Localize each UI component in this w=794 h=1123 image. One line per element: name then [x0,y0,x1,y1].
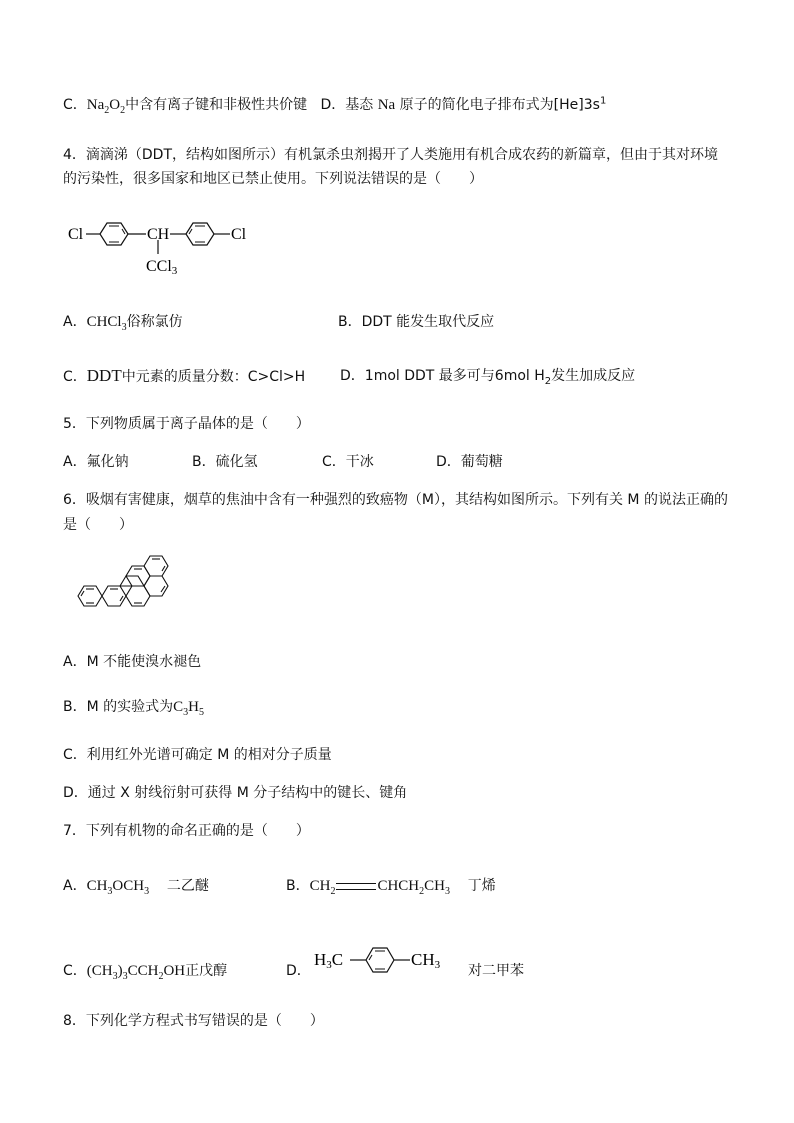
q7-stem: 7．下列有机物的命名正确的是（ ） [63,823,310,839]
ddt-ccl3: CCl3 [146,258,178,277]
svg-text:H3C: H3C [314,950,344,971]
q6-option-a: A．M 不能使溴水褪色 [63,654,202,670]
q3-options-cd: C．$Na_2O_2$中含有离子键和非极性共价键 D．基态 Na 原子的简化电子排布式为$[He]3s^1$ [63,95,607,116]
q5-option-b: B．硫化氢 [192,454,258,470]
q7-option-d-prefix: D． [286,963,311,979]
q4-option-d: D．1mol DDT 最多可与6mol $H_2$发生加成反应 [340,368,636,387]
q4-stem-line1: 4．滴滴涕（DDT，结构如图所示）有机氯杀虫剂揭开了人类施用有机合成农药的新篇章，但由于其对环境 [63,147,719,163]
q4-option-c: C．DDT中元素的质量分数：C>Cl>H [63,366,306,385]
q5-option-c: C．干冰 [322,454,374,470]
q7-option-a: A．$CH_3OCH_3$ 二乙醚 [63,878,209,897]
q6-option-d: D．通过 X 射线衍射可获得 M 分子结构中的键长、键角 [63,785,408,801]
q6-stem-line1: 6．吸烟有害健康，烟草的焦油中含有一种强烈的致癌物（M），其结构如图所示。下列有关 M 的说法正确的 [63,492,728,508]
svg-text:CH3: CH3 [411,950,441,971]
p-xylene-structure [314,940,464,980]
benzopyrene-structure [72,552,176,618]
ddt-ch: CH [147,226,170,243]
q7-option-c: C．$(CH_3)_3CCH_2OH$正戊醇 [63,963,228,982]
ddt-structure [66,212,266,278]
q4-option-b: B．DDT 能发生取代反应 [338,314,495,330]
q6-stem-line2: 是（ ） [63,517,133,533]
ddt-cl-left: Cl [68,226,84,243]
q8-stem: 8．下列化学方程式书写错误的是（ ） [63,1013,324,1029]
q5-option-d: D．葡萄糖 [436,454,503,470]
q4-option-a: A．CHCl$_3$俗称氯仿 [63,314,183,333]
q7-option-d-name: 对二甲苯 [468,963,524,979]
q4-stem-line2: 的污染性，很多国家和地区已禁止使用。下列说法错误的是（ ） [63,171,483,187]
q6-option-c: C．利用红外光谱可确定 M 的相对分子质量 [63,747,332,763]
q5-stem: 5．下列物质属于离子晶体的是（ ） [63,416,310,432]
na2o2-formula: $Na_2O_2$ [86,97,126,116]
double-bond [336,883,376,890]
q7-option-b: B．$CH_2$ $CHCH_2CH_3$ 丁烯 [286,878,496,897]
ddt-cl-right: Cl [231,226,247,243]
q5-option-a: A．氟化钠 [63,454,129,470]
q6-option-b: B．M 的实验式为$C_3H_5$ [63,699,204,718]
